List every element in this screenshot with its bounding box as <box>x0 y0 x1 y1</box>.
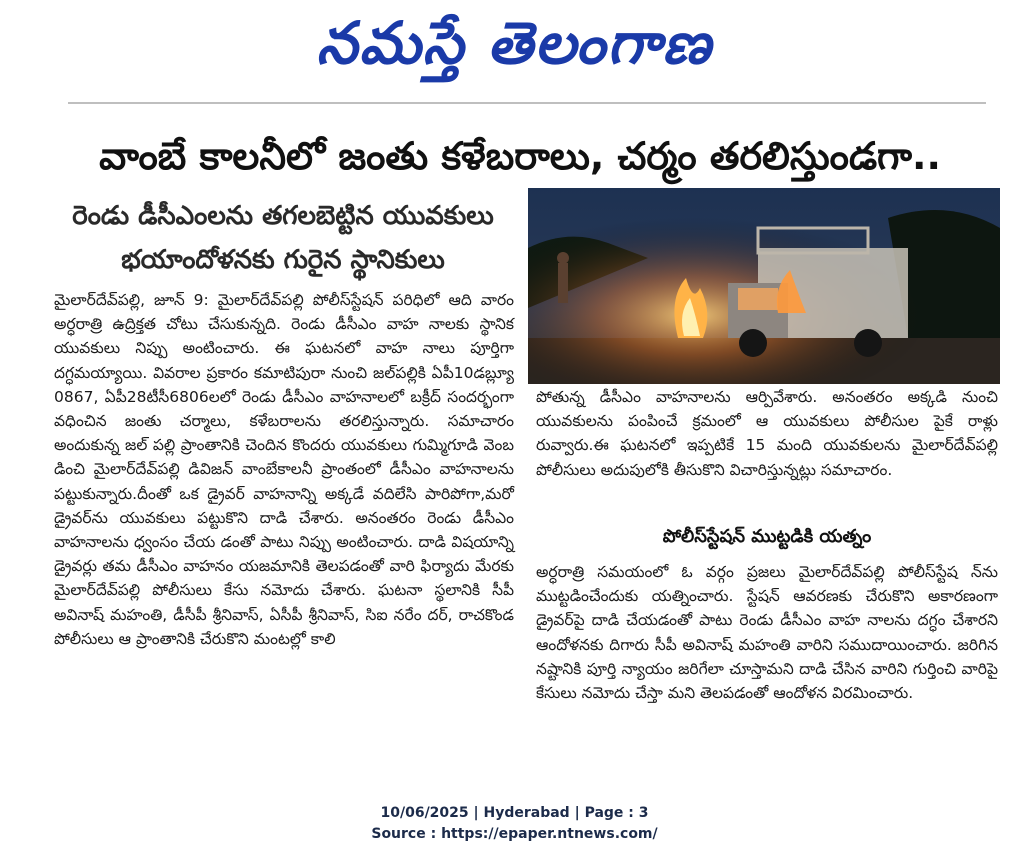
newspaper-logo: నమస్తే తెలంగాణ <box>316 9 713 77</box>
section-heading: పోలీస్‌స్టేషన్ ముట్టడికి యత్నం <box>662 526 872 547</box>
burning-truck-illustration <box>528 188 1000 384</box>
article-subheadline-1: రెండు డీసీఎంలను తగలబెట్టిన యువకులు <box>72 201 494 231</box>
article-body-right-bottom: అర్ధరాత్రి సమయంలో ఓ వర్గం ప్రజలు మైలార్‌దేవ్‌పల్లి పోలీస్‌స్టేష న్‌ను ముట్టడించేందుకు యత్నించారు. స్టేషన్ ఆవరణకు చేరుకొని అకారణంగా డ్రైవర్‌పై దాడి చేయడంతో పాటు రెండు డీసీఎం వాహ నాలను దగ్ధం చేశారని ఆందోళనకు దిగారు సీపీ అవినాష్ మహంతి వారిని సముదాయించారు. జరిగిన నష్టానికి పూర్తి న్యాయం జరిగేలా చూస్తామని దాడి చేసిన వారిని గుర్తించి వారిపై కేసులు నమోదు చేస్తా మని తెలపడంతో ఆందోళన విరమించారు. <box>536 563 998 703</box>
article-subheadline-2: భయాందోళనకు గురైన స్థానికులు <box>121 245 445 275</box>
masthead-divider <box>68 102 986 104</box>
footer-date-page: 10/06/2025 | Hyderabad | Page : 3 <box>380 805 649 821</box>
article-body-right-top: పోతున్న డీసీఎం వాహనాలను ఆర్పివేశారు. అనంతరం అక్కడి నుంచి యువకులను పంపించే క్రమంలో ఆ యువకులు పోలీసుల పైకే రాళ్లు రువ్వారు.ఈ ఘటనలో ఇప్పటికే 15 మంది యువకులను మైలార్‌దేవ్‌పల్లి పోలీసులు అదుపులోకి తీసుకొని విచారిస్తున్నట్లు సమాచారం. <box>536 388 998 479</box>
masthead <box>0 4 1029 82</box>
footer-source: Source : https://epaper.ntnews.com/ <box>371 826 658 842</box>
burning-truck-photo <box>528 188 1000 384</box>
article-body-left: మైలార్‌దేవ్‌పల్లి, జూన్ 9: మైలార్‌దేవ్‌పల్లి పోలీస్‌స్టేషన్ పరిధిలో ఆది వారం అర్ధరాత్రి ఉద్రిక్తత చోటు చేసుకున్నది. రెండు డీసీఎం వాహ నాలకు స్థానిక యువకులు నిప్పు అంటించారు. ఈ ఘటనలో వాహ నాలు పూర్తిగా దగ్ధమయ్యాయి. వివరాల ప్రకారం కమాటిపురా నుంచి జల్‌పల్లికి ఏపీ10డబ్ల్యూ 0867, ఏపీ28టీసీ6806లలో రెండు డీసీఎం వాహనాలలో బక్రీద్ సందర్భంగా వధించిన జంతు చర్మాలు, కళేబరాలను తరలిస్తున్నారు. సమాచారం అందుకున్న జల్ పల్లి ప్రాంతానికి చెందిన కొందరు యువకులు గుమ్మిగూడి వెంబ డించి మైలార్‌దేవ్‌పల్లి డివిజన్ వాంబేకాలనీ ప్రాంతంలో డీసీఎం వాహనాలను పట్టుకున్నారు.దీంతో ఒక డ్రైవర్ వాహనాన్ని అక్కడే వదిలేసి పారిపోగా,మరో డ్రైవర్‌ను యువకులు పట్టుకొని దాడి చేశారు. అనంతరం రెండు డీసీఎం వాహనాలను ధ్వంసం చేయ డంతో పాటు నిప్పు అంటించారు. దాడి విషయాన్ని డ్రైవర్లు తమ డీసీఎం వాహనం యజమానికి తెలపడంతో వారి ఫిర్యాదు మేరకు మైలార్‌దేవ్‌పల్లి పోలీసులు కేసు నమోదు చేశారు. ఘటనా స్థలానికి సీపీ అవినాష్ మహంతి, డీసీపీ శ్రీనివాస్, ఏసీపీ శ్రీనివాస్, సిఐ నరేం దర్, రాచకొండ పోలీసులు ఆ ప్రాంతానికి చేరుకొని మంటల్లో కాలి <box>54 291 514 648</box>
article-headline: వాంబే కాలనీలో జంతు కళేబరాలు, చర్మం తరలిస్తుండగా.. <box>99 134 941 178</box>
